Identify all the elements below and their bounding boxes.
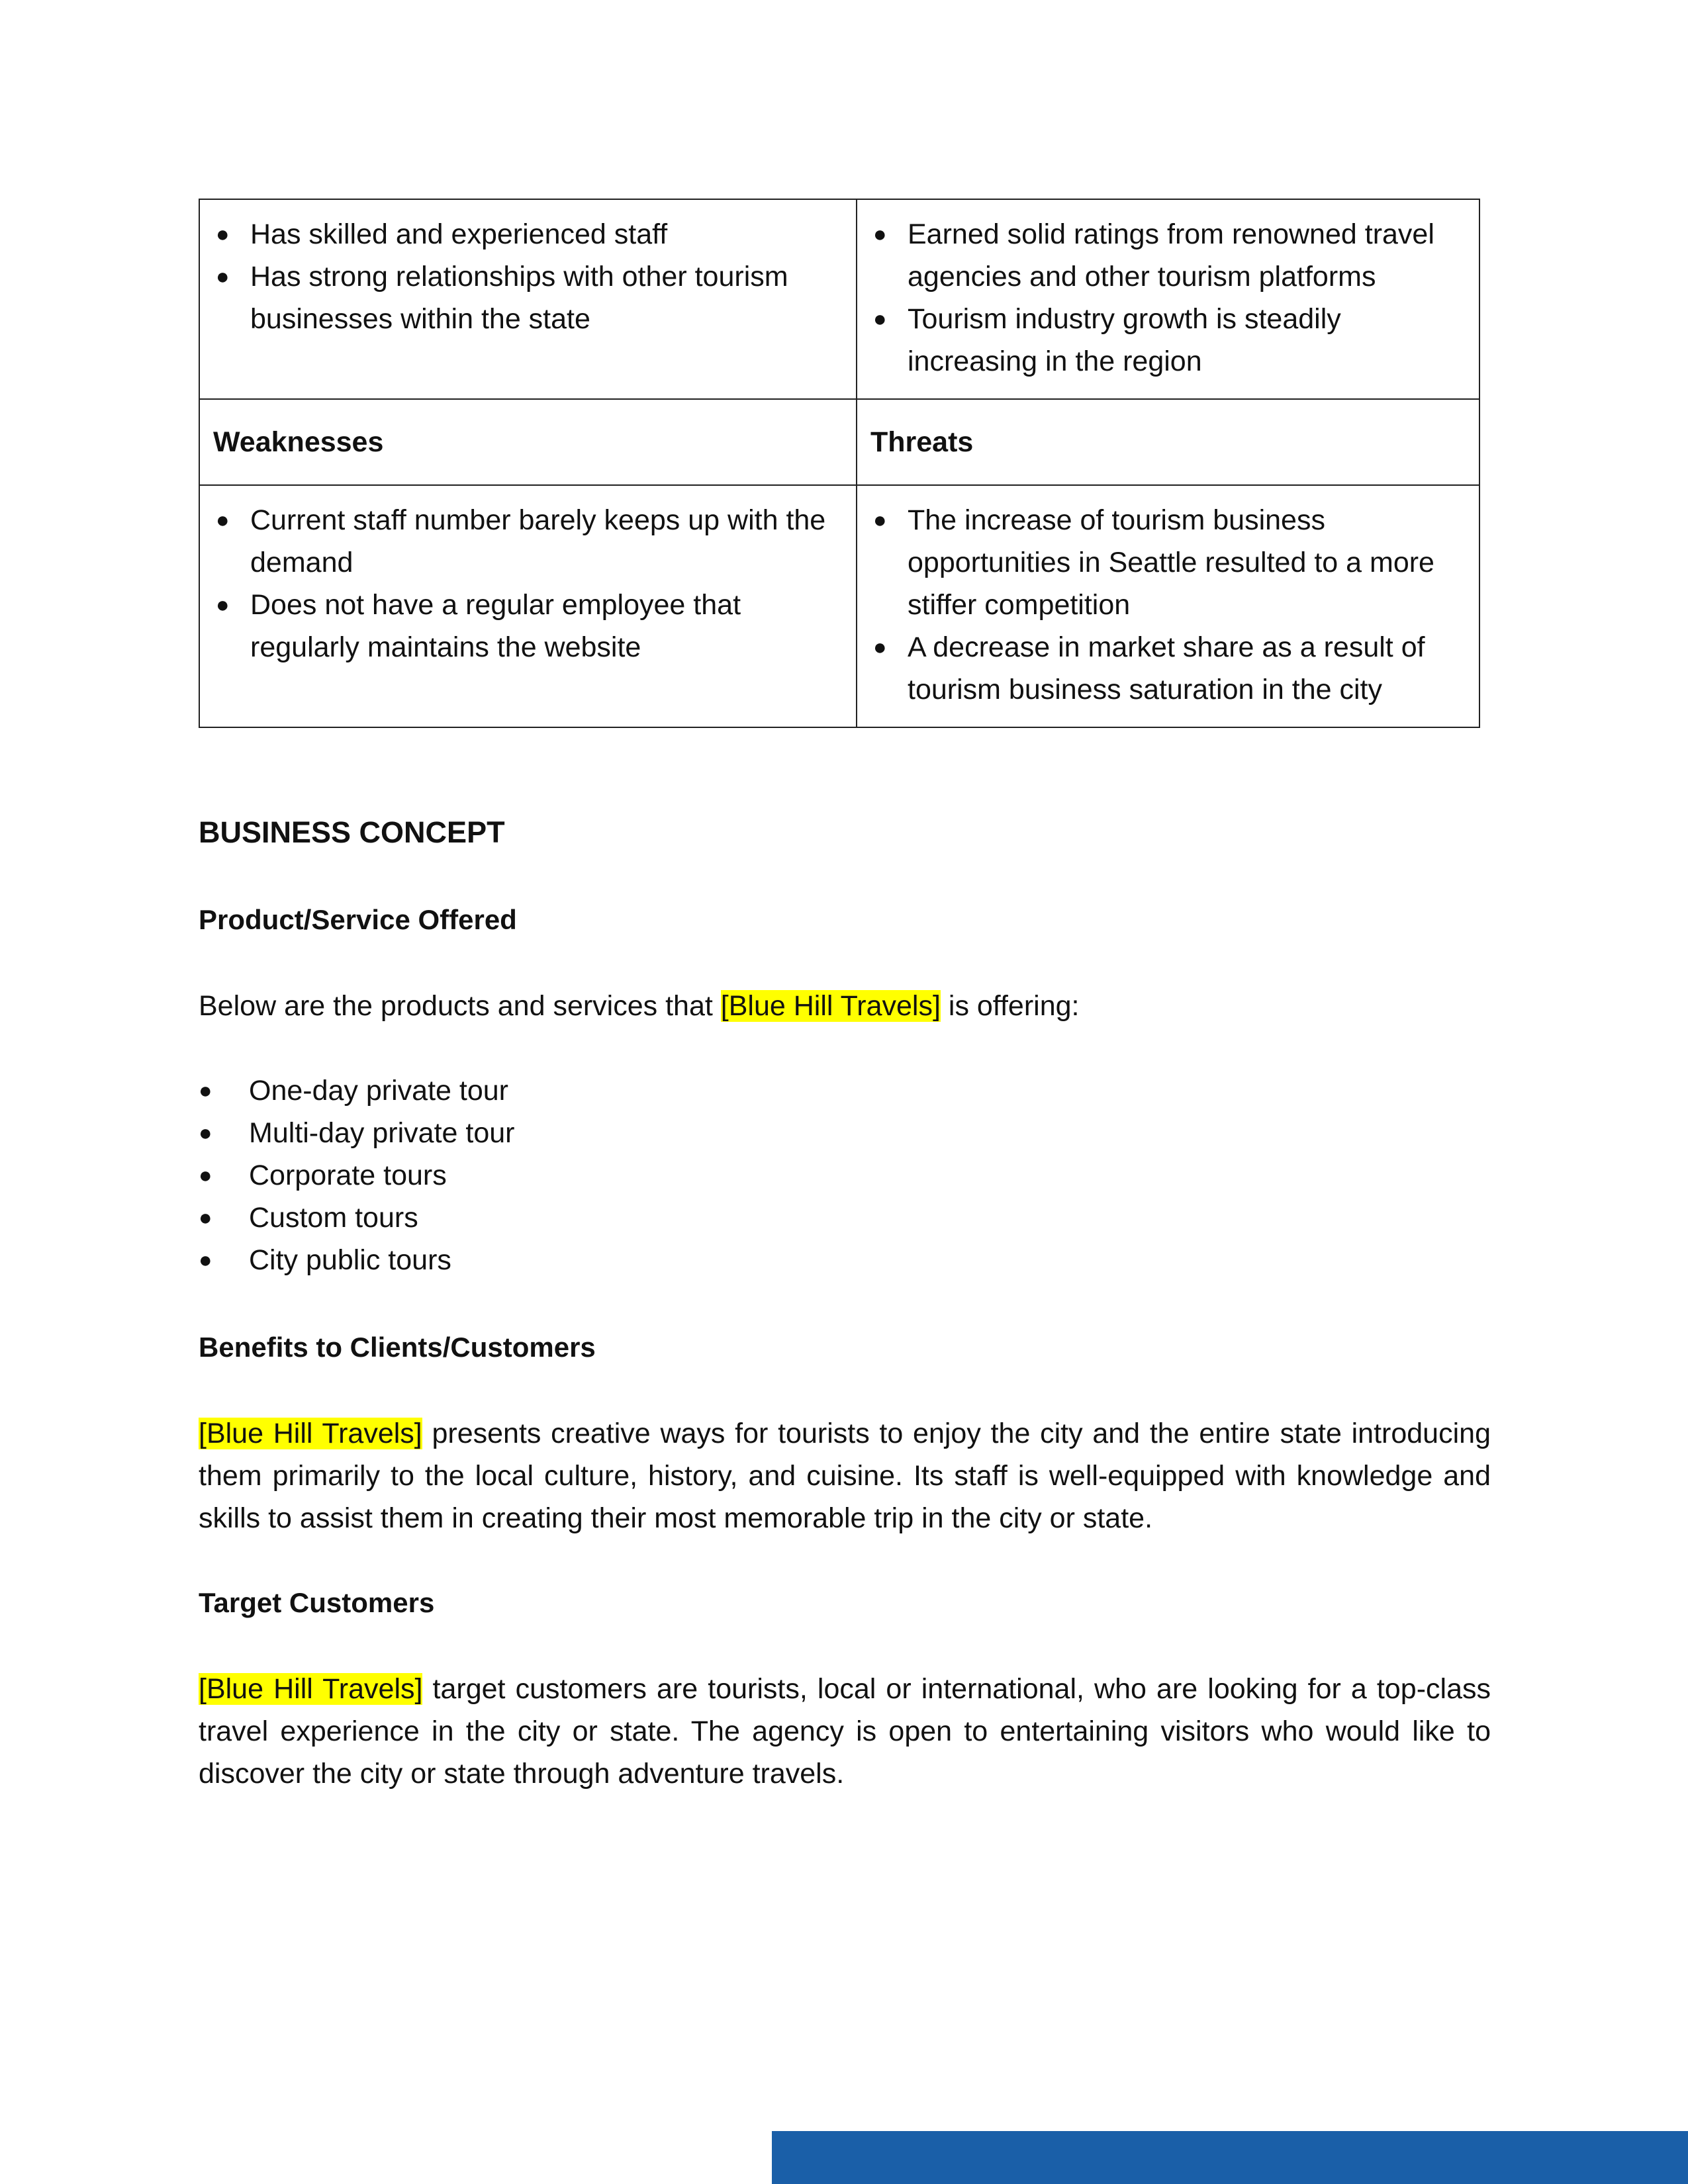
bullet-icon: ● xyxy=(873,635,887,660)
bullet-icon: ● xyxy=(216,592,230,617)
list-item: ● Multi-day private tour xyxy=(199,1112,515,1154)
bullet-icon: ● xyxy=(216,264,230,289)
target-customers-paragraph: [Blue Hill Travels] target customers are tourists, local or international, who are looking for a top-class travel experience in the city or state. The agency is open to entertaining visitors who would like to discover the city or state through adventure travels. xyxy=(199,1673,1491,1790)
swot-row-headers xyxy=(199,399,1479,485)
list-item: ● The increase of tourism business opportunities in Seattle resulted to a more stiffer competition xyxy=(870,499,1466,626)
threats-header-cell xyxy=(857,399,1479,485)
footer-accent-bar xyxy=(772,2131,1688,2184)
threats-cell xyxy=(857,485,1479,727)
strengths-list xyxy=(200,200,856,356)
swot-table xyxy=(199,199,1480,728)
swot-row-weaknesses-threats xyxy=(199,485,1479,727)
offerings-list xyxy=(199,1069,515,1281)
list-item: ● Corporate tours xyxy=(199,1154,515,1197)
bullet-icon: ● xyxy=(873,306,887,332)
swot-row-strengths-opportunities xyxy=(199,199,1479,399)
list-item: ● City public tours xyxy=(199,1239,515,1281)
bullet-icon: ● xyxy=(873,508,887,533)
weaknesses-header: Weaknesses xyxy=(213,426,384,458)
company-name-highlight: [Blue Hill Travels] xyxy=(199,1418,422,1449)
list-item: ● Custom tours xyxy=(199,1197,515,1239)
list-item: ● Has strong relationships with other tourism businesses within the state xyxy=(213,255,843,340)
subheading-target-customers: Target Customers xyxy=(199,1587,435,1618)
list-item: ● Current staff number barely keeps up with the demand xyxy=(213,499,843,584)
subheading-product-service: Product/Service Offered xyxy=(199,904,517,935)
bullet-icon: ● xyxy=(199,1078,212,1103)
list-item: ● Has skilled and experienced staff xyxy=(213,213,843,255)
weaknesses-header-cell xyxy=(199,399,857,485)
company-name-highlight: [Blue Hill Travels] xyxy=(199,1673,423,1705)
threats-header: Threats xyxy=(870,426,974,458)
threats-list xyxy=(857,486,1479,727)
opportunities-cell xyxy=(857,199,1479,399)
list-item: ● A decrease in market share as a result of tourism business saturation in the city xyxy=(870,626,1466,711)
bullet-icon: ● xyxy=(216,508,230,533)
benefits-paragraph: [Blue Hill Travels] presents creative ways for tourists to enjoy the city and the entire state introducing them primarily to the local culture, history, and cuisine. Its staff is well-equipped with knowledge and skills to assist them in creating their most memorable trip in the city or state. xyxy=(199,1418,1491,1534)
section-title-business-concept: BUSINESS CONCEPT xyxy=(199,815,505,849)
subheading-benefits: Benefits to Clients/Customers xyxy=(199,1332,596,1363)
bullet-icon: ● xyxy=(199,1248,212,1273)
strengths-cell xyxy=(199,199,857,399)
bullet-icon: ● xyxy=(216,222,230,247)
opportunities-list xyxy=(857,200,1479,398)
product-intro-paragraph: Below are the products and services that [Blue Hill Travels] is offering: xyxy=(199,990,1080,1022)
list-item: ● One-day private tour xyxy=(199,1069,515,1112)
weaknesses-cell xyxy=(199,485,857,727)
bullet-icon: ● xyxy=(873,222,887,247)
list-item: ● Tourism industry growth is steadily increasing in the region xyxy=(870,298,1466,383)
bullet-icon: ● xyxy=(199,1205,212,1230)
weaknesses-list xyxy=(200,486,856,684)
bullet-icon: ● xyxy=(199,1163,212,1188)
list-item: ● Does not have a regular employee that regularly maintains the website xyxy=(213,584,843,668)
list-item: ● Earned solid ratings from renowned travel agencies and other tourism platforms xyxy=(870,213,1466,298)
bullet-icon: ● xyxy=(199,1120,212,1146)
company-name-highlight: [Blue Hill Travels] xyxy=(720,990,941,1022)
